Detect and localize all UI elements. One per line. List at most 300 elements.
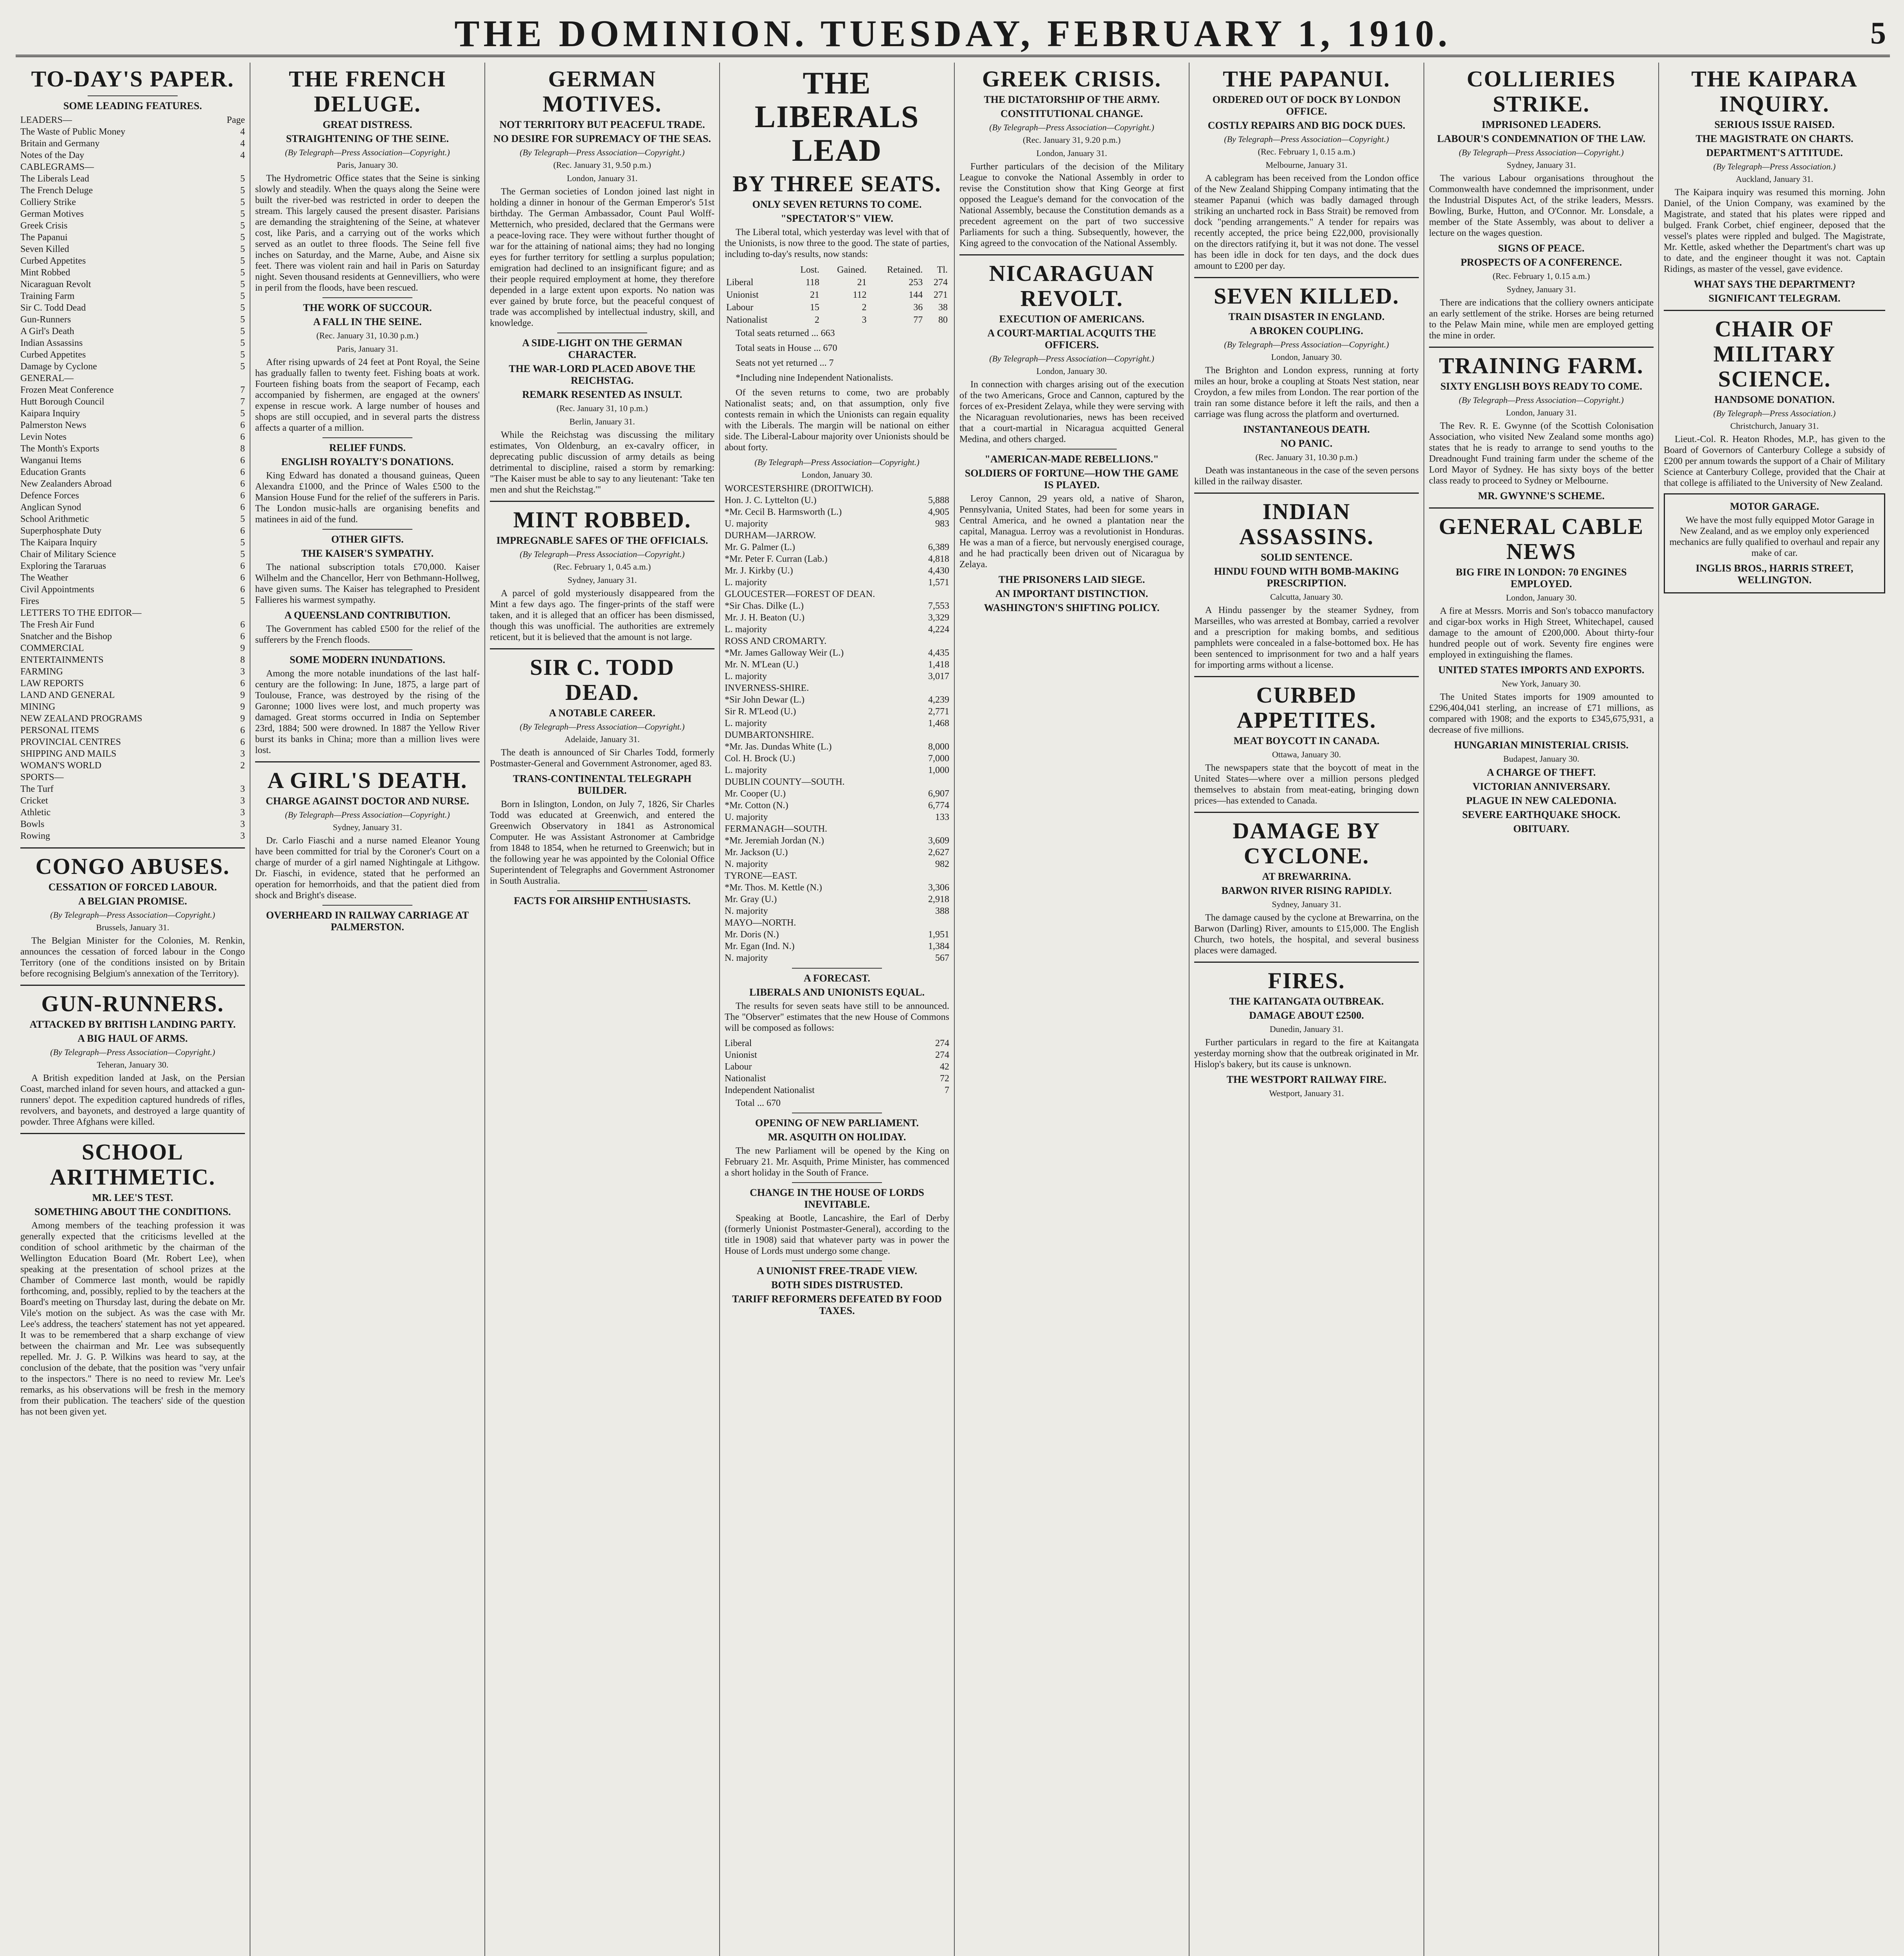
index-row-label: Notes of the Day	[20, 150, 85, 160]
result-row-label: *Mr. Jas. Dundas White (L.)	[725, 742, 832, 752]
congo-heading: CONGO ABUSES.	[35, 854, 230, 879]
index-row-label: The Kaipara Inquiry	[20, 538, 97, 548]
result-row-value: 1,951	[928, 929, 949, 940]
result-row-label: Mr. Jackson (U.)	[725, 847, 788, 858]
result-row-label: Mr. Doris (N.)	[725, 929, 779, 940]
index-row-label: The Papanui	[20, 232, 68, 243]
seven-killed-heading: SEVEN KILLED.	[1213, 283, 1400, 309]
result-row	[725, 882, 949, 894]
index-row-label: ENTERTAINMENTS	[20, 655, 104, 665]
index-row-label: Defence Forces	[20, 491, 79, 501]
seven-body: The Brighton and London express, running at forty miles an hour, broke a coupling at Stoats Nest station, near Croydon, a few miles from London. The rear portion of the train ran some distance before it left the rails, and then a carriage was flung across the platform and overturned.	[1194, 365, 1419, 419]
index-row-label: SHIPPING AND MAILS	[20, 749, 117, 759]
party-table-header: Lost.	[800, 265, 820, 275]
french-byline: (By Telegraph—Press Association—Copyright.)	[285, 147, 450, 157]
result-row-label: Mr. J. H. Beaton (U.)	[725, 613, 804, 623]
result-row	[725, 483, 949, 494]
index-row-label: SPORTS—	[20, 772, 64, 782]
index-row-label: Exploring the Tararuas	[20, 561, 106, 571]
curbed-body: The newspapers state that the boycott of meat in the United States—where over a million persons pledged themselves to abstain from meat-eating, bringing down prices—has extended to Canada.	[1194, 763, 1419, 806]
index-row	[20, 513, 245, 525]
result-row-value: 133	[935, 812, 949, 822]
congo-byline: (By Telegraph—Press Association—Copyright.)	[50, 910, 215, 920]
index-row-value: 5	[240, 549, 245, 559]
greek-date: (Rec. January 31, 9.20 p.m.)	[1023, 135, 1121, 145]
column-8	[1659, 63, 1890, 1956]
index-row	[20, 396, 245, 408]
index-row-value: 5	[240, 185, 245, 196]
sidelight-heading: A SIDE-LIGHT ON THE GERMAN CHARACTER.	[522, 337, 682, 360]
index-row	[20, 325, 245, 337]
indian-sub: SOLID SENTENCE.	[1260, 552, 1353, 563]
todays-paper-heading: TO-DAY'S PAPER.	[31, 66, 234, 92]
index-row-value: 5	[240, 596, 245, 606]
papanui-body: A cablegram has been received from the London office of the New Zealand Shipping Company intimating that the steamer Papanui (which was badly damaged through striking an uncharted rock in Bass Strait) be removed from dock "pending arrangements." A tender for repairs was recently accepted, the price being £22,000, provisionally on the directors ratifying it, but it was not done. The vessel has been idle in dock for ten days, and the dock dues amount to £200 per day.	[1194, 173, 1419, 271]
result-row-label: L. majority	[725, 765, 767, 775]
papanui-heading: THE PAPANUI.	[1223, 66, 1390, 92]
index-row-value: 5	[240, 209, 245, 219]
telegraph-builder-body: Born in Islington, London, on July 7, 1826, Sir Charles Todd was educated at Greenwich, and entered the Greenwich Observatory in 1841 as Astronomical Computer. He was Assistant Astronomer at Cambridge from 1848 to 1854, when he returned to Greenwich; but in the following year he was appointed by the Colonial Office Superintendent of Telegraphs and Government Astronomer in South Australia.	[490, 799, 714, 886]
result-row	[725, 659, 949, 671]
forecast-body: The results for seven seats have still to be announced. The "Observer" estimates that the new House of Commons will be composed as follows:	[725, 1001, 949, 1033]
index-row-value: 8	[240, 444, 245, 454]
peace-dateline: Sydney, January 31.	[1506, 284, 1576, 294]
not-returned: Seats not yet returned ... 7	[736, 358, 834, 368]
result-row-label: L. majority	[725, 577, 767, 588]
index-row-value: 6	[240, 526, 245, 536]
party-row	[725, 276, 949, 289]
hungarian-dateline: Budapest, January 30.	[1503, 754, 1580, 764]
index-row-label: Levin Notes	[20, 432, 67, 442]
index-row-value: 3	[240, 819, 245, 829]
result-row-value: 4,430	[928, 566, 949, 576]
index-row-label: LEADERS—	[20, 115, 72, 125]
us-trade-heading: UNITED STATES IMPORTS AND EXPORTS.	[1438, 664, 1645, 676]
index-row	[20, 502, 245, 513]
result-row-value: 4,224	[928, 624, 949, 635]
result-row	[725, 553, 949, 565]
index-row	[20, 783, 245, 795]
result-row-label: *Mr. Cecil B. Harmsworth (L.)	[725, 507, 842, 517]
victorian-heading: VICTORIAN ANNIVERSARY.	[1472, 781, 1610, 792]
todd-body: The death is announced of Sir Charles Todd, formerly Postmaster-General and Government Astronomer, aged 83.	[490, 748, 714, 769]
index-row-label: Wanganui Items	[20, 455, 82, 466]
liberals-intro: The Liberal total, which yesterday was level with that of the Unionists, is now three to the good. The state of parties, including to-day's results, now stands:	[725, 227, 949, 259]
index-row-value: 6	[240, 479, 245, 489]
result-row-label: *Mr. James Galloway Weir (L.)	[725, 648, 844, 658]
result-row	[725, 588, 949, 600]
party-cell: 15	[810, 302, 820, 313]
hungarian-heading: HUNGARIAN MINISTERIAL CRISIS.	[1454, 739, 1629, 751]
liberals-lead-heading: THE LIBERALS LEAD	[754, 66, 920, 168]
index-row-label: The Waste of Public Money	[20, 127, 126, 137]
result-row	[725, 717, 949, 729]
result-row-label: N. majority	[725, 953, 768, 963]
result-row	[725, 612, 949, 624]
soldiers-sub: SOLDIERS OF FORTUNE—HOW THE GAME IS PLAYED.	[965, 467, 1179, 491]
cable-body: A fire at Messrs. Morris and Son's tobacco manufactory and cigar-box works in High Street, Whitechapel, caused damage to the amount of £200,000. About thirty-four hundred people out of work. Seventy fire engines were employed in extinguishing the flames.	[1429, 606, 1654, 660]
peace-body: There are indications that the colliery owners anticipate an early settlement of the strike. Horses are being returned to the Pelaw Main mine, while men are employed getting the mine in order.	[1429, 298, 1654, 341]
result-row-label: U. majority	[725, 519, 768, 529]
index-row-label: CABLEGRAMS—	[20, 162, 94, 172]
result-row-value	[934, 729, 949, 741]
liberals-body: Of the seven returns to come, two are probably Nationalist seats; and, on that assumption, only five contests remain in which the Unionists can regain equality with the Liberals. The margin will be national on either side. The Liberal-Labour majority over Unionists should be about forty.	[725, 388, 949, 453]
result-row	[725, 858, 949, 870]
todd-byline: (By Telegraph—Press Association—Copyright.)	[520, 722, 685, 732]
index-row	[20, 478, 245, 490]
nic-sub2: A COURT-MARTIAL ACQUITS THE OFFICERS.	[987, 327, 1156, 351]
gun-sub: ATTACKED BY BRITISH LANDING PARTY.	[29, 1019, 236, 1030]
cable-sub: BIG FIRE IN LONDON: 70 ENGINES EMPLOYED.	[1456, 566, 1627, 590]
mint-dateline: Sydney, January 31.	[567, 575, 637, 585]
mint-body: A parcel of gold mysteriously disappeared from the Mint a few days ago. The finger-prints of the staff were taken, and it is alleged that an officer has been dismissed, though this was unofficial. The authorities are extremely reticent, but it is believed that the amount is not large.	[490, 588, 714, 642]
succour-body: After rising upwards of 24 feet at Pont Royal, the Seine has gradually fallen to twenty feet. Fishing boats at work. Fourteen fishing boats from the seaport of Fecamp, each accompanied by fishermen, are engaged at the owners' expense in rescue work. A large number of houses and shops are still occupied, and in several parts the distress affects a quarter of a million.	[255, 357, 480, 433]
index-row	[20, 666, 245, 678]
results-dateline: London, January 30.	[801, 470, 873, 480]
result-row-label: *Mr. Jeremiah Jordan (N.)	[725, 836, 824, 846]
military-science-heading: CHAIR OF MILITARY SCIENCE.	[1713, 316, 1836, 392]
index-row-value	[229, 607, 245, 619]
index-row-value: 5	[240, 256, 245, 266]
cyclone-heading: DAMAGE BY CYCLONE.	[1233, 818, 1380, 868]
column-3	[485, 63, 720, 1956]
index-row-value: 6	[240, 502, 245, 512]
index-row-value: 5	[240, 315, 245, 325]
index-row-value	[229, 372, 245, 384]
congo-dateline: Brussels, January 31.	[96, 922, 169, 932]
result-row-label: ROSS AND CROMARTY.	[725, 636, 827, 646]
result-row-value	[934, 588, 949, 600]
index-row-label: Gun-Runners	[20, 315, 71, 325]
index-row-value: 7	[240, 397, 245, 407]
nic-sub: EXECUTION OF AMERICANS.	[999, 313, 1145, 325]
index-row-label: Rowing	[20, 831, 50, 841]
forecast-row	[725, 1049, 949, 1061]
index-row-value: 6	[240, 491, 245, 501]
index-row	[20, 114, 245, 126]
index-row-value: 6	[240, 631, 245, 642]
forecast-table	[725, 1037, 949, 1096]
index-row-value: 6	[240, 561, 245, 571]
girls-death-heading: A GIRL'S DEATH.	[267, 768, 468, 793]
result-row-label: MAYO—NORTH.	[725, 918, 796, 928]
german-byline: (By Telegraph—Press Association—Copyright.)	[520, 147, 685, 157]
result-row	[725, 800, 949, 811]
result-row	[725, 494, 949, 506]
party-cell: 21	[810, 290, 820, 300]
result-row	[725, 506, 949, 518]
seven-sub2: A BROKEN COUPLING.	[1250, 325, 1363, 336]
forecast-row-label: Liberal	[725, 1038, 752, 1048]
collieries-body: The various Labour organisations throughout the Commonwealth have condemned the imprisonment, under the Industrial Disputes Act, of the strike leaders, Messrs. Bowling, Burke, Hutton, and O'Connor. Mr. Lonsdale, a member of the State Assembly, was about to deliver a lecture on the wages question.	[1429, 173, 1654, 238]
result-row-label: Col. H. Brock (U.)	[725, 753, 795, 764]
kaipara-byline: (By Telegraph—Press Association.)	[1713, 162, 1836, 171]
succour-sub: A FALL IN THE SEINE.	[313, 316, 422, 327]
chair-dateline: Christchurch, January 31.	[1730, 421, 1819, 431]
page-number: 5	[1870, 16, 1886, 50]
kaiser-body: The national subscription totals £70,000. Kaiser Wilhelm and the Chancellor, Herr von Bethmann-Hollweg, have given sums. The Kaiser has telegraphed to President Fallieres his warmest sympathy.	[255, 562, 480, 605]
result-row	[725, 671, 949, 682]
index-row-value: 5	[240, 268, 245, 278]
result-row	[725, 741, 949, 753]
index-row-value: Page	[227, 115, 245, 125]
result-row-label: Mr. Cooper (U.)	[725, 789, 786, 799]
fires-body: Further particulars in regard to the fire at Kaitangata yesterday morning show that the outbreak originated in Mr. Hislop's bakery, but its cause is unknown.	[1194, 1037, 1419, 1070]
party-cell: 144	[909, 290, 923, 300]
opening-sub: MR. ASQUITH ON HOLIDAY.	[768, 1131, 906, 1143]
todd-heading: SIR C. TODD DEAD.	[530, 654, 675, 705]
index-row-label: Fires	[20, 596, 39, 606]
earthquake-heading: SEVERE EARTHQUAKE SHOCK.	[1462, 809, 1621, 820]
general-cable-news-heading: GENERAL CABLE NEWS	[1439, 514, 1644, 564]
party-cell: 271	[934, 290, 948, 300]
result-row	[725, 905, 949, 917]
result-row-label: DUMBARTONSHIRE.	[725, 730, 814, 740]
motor-garage-body: We have the most fully equipped Motor Garage in New Zealand, and as we employ only experienced mechanics are fully qualified to overhaul and repair any make of car.	[1669, 515, 1880, 558]
index-row-label: Curbed Appetites	[20, 350, 86, 360]
index-row-label: Kaipara Inquiry	[20, 408, 80, 419]
index-row-value: 3	[240, 796, 245, 806]
index-row	[20, 572, 245, 584]
farm-sub: SIXTY ENGLISH BOYS READY TO COME.	[1440, 381, 1642, 392]
index-row-label: The Month's Exports	[20, 444, 99, 454]
index-row	[20, 595, 245, 607]
index-row	[20, 631, 245, 642]
forecast-row-value: 274	[935, 1050, 949, 1060]
mint-robbed-heading: MINT ROBBED.	[513, 507, 691, 532]
index-row	[20, 361, 245, 372]
chair-sub: HANDSOME DONATION.	[1714, 394, 1835, 405]
index-row-label: GENERAL—	[20, 373, 74, 383]
result-row	[725, 847, 949, 858]
fires-sub: THE KAITANGATA OUTBREAK.	[1229, 996, 1384, 1007]
index-row	[20, 408, 245, 419]
index-row-label: German Motives	[20, 209, 84, 219]
index-row	[20, 173, 245, 185]
index-row	[20, 619, 245, 631]
result-row-value	[934, 530, 949, 541]
girl-body: Dr. Carlo Fiaschi and a nurse named Eleanor Young have been committed for trial by the Coroner's Court on a charge of murder of a girl named Nightingale at Lithgow. Dr. Fiaschi, in evidence, stated that he performed an operation for hemorrhoids, and that the patient died from shock and Bright's disease.	[255, 836, 480, 901]
party-cell: 2	[815, 315, 820, 325]
party-cell: 21	[857, 277, 867, 288]
result-row	[725, 565, 949, 577]
result-row-value	[934, 682, 949, 694]
indian-dateline: Calcutta, January 30.	[1270, 592, 1343, 602]
result-row-value: 6,907	[928, 789, 949, 799]
cyclone-sub2: BARWON RIVER RISING RAPIDLY.	[1221, 885, 1392, 896]
newspaper-title: THE DOMINION. TUESDAY, FEBRUARY 1, 1910.	[454, 13, 1451, 54]
party-row	[725, 314, 949, 326]
german-motives-heading: GERMAN MOTIVES.	[542, 66, 662, 117]
party-cell: 77	[913, 315, 923, 325]
curbed-sub: MEAT BOYCOTT IN CANADA.	[1233, 735, 1380, 746]
index-row-label: Superphosphate Duty	[20, 526, 102, 536]
index-row	[20, 384, 245, 396]
result-row	[725, 811, 949, 823]
result-row-label: *Sir John Dewar (L.)	[725, 695, 804, 705]
result-row	[725, 940, 949, 952]
greek-body: Further particulars of the decision of the Military League to convoke the National Assembly in order to revise the Constitution show that King George at first opposed the League's demand for the convocation of the National Assembly, because the Constitution demands as a precedent agreement on the part of two successive Parliaments for such a thing. Subsequently, however, the King agreed to the convocation of the National Assembly.	[959, 162, 1184, 248]
index-row-value: 5	[240, 174, 245, 184]
index-row-label: Mint Robbed	[20, 268, 70, 278]
result-row-value: 6,774	[928, 800, 949, 811]
railway-carriage-heading: OVERHEARD IN RAILWAY CARRIAGE AT PALMERSTON.	[266, 910, 469, 933]
index-row-label: Snatcher and the Bishop	[20, 631, 112, 642]
party-cell: 274	[934, 277, 948, 288]
result-row	[725, 952, 949, 964]
collieries-byline: (By Telegraph—Press Association—Copyright.)	[1459, 147, 1624, 157]
result-row-value: 5,888	[928, 495, 949, 505]
index-row-label: Frozen Meat Conference	[20, 385, 114, 395]
result-row-value: 1,468	[928, 718, 949, 728]
mint-sub: IMPREGNABLE SAFES OF THE OFFICIALS.	[496, 535, 708, 546]
party-cell: 80	[938, 315, 948, 325]
election-results	[725, 483, 949, 964]
result-row	[725, 624, 949, 635]
index-row-value: 6	[240, 620, 245, 630]
result-row-label: INVERNESS-SHIRE.	[725, 683, 809, 693]
index-row-value: 5	[240, 326, 245, 336]
index-row	[20, 818, 245, 830]
column-6	[1190, 63, 1424, 1956]
result-row-label: L. majority	[725, 718, 767, 728]
index-row-value: 3	[240, 784, 245, 794]
result-row	[725, 753, 949, 764]
congo-body: The Belgian Minister for the Colonies, M. Renkin, announces the cessation of forced labour in the Congo Territory (one of the conditions insisted on by Britain before recognising Belgium's annexation of the Territory).	[20, 936, 245, 979]
german-sub2: NO DESIRE FOR SUPREMACY OF THE SEAS.	[493, 133, 711, 144]
result-row-label: FERMANAGH—SOUTH.	[725, 824, 828, 834]
french-sub: GREAT DISTRESS.	[322, 119, 412, 130]
kaiser-sub: THE KAISER'S SYMPATHY.	[301, 548, 434, 559]
party-cell: Labour	[726, 302, 754, 313]
result-row-value: 3,329	[928, 613, 949, 623]
index-row	[20, 584, 245, 595]
index-row-value: 6	[240, 584, 245, 595]
index-row-value: 5	[240, 244, 245, 254]
index-row-label: LETTERS TO THE EDITOR—	[20, 608, 142, 618]
kaipara-body: The Kaipara inquiry was resumed this morning. John Daniel, of the Union Company, was examined by the Magistrate, and stated that his plates were ripped and bulged. Frank Corbet, chief engineer, deposed that the vessel's plates were rippled and bulged. The Magistrate, Mr. Kettle, asked whether the Department's chart was up to date, and the engineer thought it was not. Captain Ridings, as master of the vessel, gave evidence.	[1664, 187, 1885, 274]
girl-sub: CHARGE AGAINST DOCTOR AND NURSE.	[266, 795, 469, 807]
nicaraguan-revolt-heading: NICARAGUAN REVOLT.	[989, 261, 1155, 311]
greek-sub: THE DICTATORSHIP OF THE ARMY.	[984, 94, 1160, 105]
qld-sub: A QUEENSLAND CONTRIBUTION.	[284, 609, 451, 621]
fires-dateline: Dunedin, January 31.	[1269, 1024, 1344, 1034]
result-row-value: 7,553	[928, 601, 949, 611]
index-row-label: Cricket	[20, 796, 48, 806]
greek-sub2: CONSTITUTIONAL CHANGE.	[1000, 108, 1143, 119]
index-row-value: 3	[240, 749, 245, 759]
result-row-value: 4,905	[928, 507, 949, 517]
party-table-header	[725, 264, 789, 276]
party-cell: 3	[862, 315, 867, 325]
total-returned: Total seats returned ... 663	[736, 328, 835, 338]
index-row	[20, 243, 245, 255]
papanui-date: (Rec. February 1, 0.15 a.m.)	[1258, 147, 1355, 156]
result-row-value: 982	[935, 859, 949, 869]
result-row-label: Sir R. M'Leod (U.)	[725, 707, 796, 717]
result-row-value: 1,000	[928, 765, 949, 775]
result-row-label: N. majority	[725, 906, 768, 916]
index-row-label: Nicaraguan Revolt	[20, 279, 91, 289]
index-row	[20, 138, 245, 149]
motor-garage-signature: INGLIS BROS., HARRIS STREET, WELLINGTON.	[1695, 563, 1854, 586]
index-row-value	[229, 161, 245, 173]
papanui-byline: (By Telegraph—Press Association—Copyright.)	[1224, 134, 1389, 144]
index-row	[20, 795, 245, 807]
peace-heading: SIGNS OF PEACE.	[1498, 243, 1585, 254]
party-cell: 253	[909, 277, 923, 288]
school-sub2: SOMETHING ABOUT THE CONDITIONS.	[34, 1206, 231, 1217]
party-cell: Nationalist	[726, 315, 768, 325]
chair-byline: (By Telegraph—Press Association.)	[1713, 408, 1836, 418]
result-row	[725, 682, 949, 694]
index-row-value	[229, 771, 245, 783]
result-row	[725, 694, 949, 706]
todd-sub: A NOTABLE CAREER.	[549, 707, 655, 719]
collieries-dateline: Sydney, January 31.	[1506, 160, 1576, 170]
index-row-label: Education Grants	[20, 467, 86, 477]
index-row	[20, 654, 245, 666]
result-row-label: L. majority	[725, 624, 767, 635]
cable-dateline: London, January 30.	[1506, 593, 1577, 602]
index-row	[20, 725, 245, 736]
index-row-label: Hutt Borough Council	[20, 397, 104, 407]
prisoners-heading: THE PRISONERS LAID SIEGE.	[998, 574, 1145, 585]
index-row-value: 5	[240, 279, 245, 289]
theft-heading: A CHARGE OF THEFT.	[1486, 767, 1596, 778]
result-row-value: 2,627	[928, 847, 949, 858]
index-row	[20, 607, 245, 619]
index-row-label: Athletic	[20, 807, 51, 818]
index-row-label: Britain and Germany	[20, 138, 100, 149]
party-state-table	[725, 264, 949, 326]
index-row-label: The Turf	[20, 784, 54, 794]
forecast-row	[725, 1073, 949, 1084]
index-row	[20, 290, 245, 302]
lords-change-body: Speaking at Bootle, Lancashire, the Earl of Derby (formerly Unionist Postmaster-General), according to the title in 1908) said that whatever party was in power the House of Lords must undergo some change.	[725, 1213, 949, 1256]
index-row-label: Curbed Appetites	[20, 256, 86, 266]
index-row	[20, 807, 245, 818]
indian-assassins-heading: INDIAN ASSASSINS.	[1239, 499, 1374, 549]
index-row-label: Sir C. Todd Dead	[20, 303, 86, 313]
index-row-label: A Girl's Death	[20, 326, 74, 336]
index-row	[20, 455, 245, 466]
result-row-value: 1,418	[928, 660, 949, 670]
index-row-label: NEW ZEALAND PROGRAMS	[20, 714, 142, 724]
distinction-heading: AN IMPORTANT DISTINCTION.	[995, 588, 1148, 599]
gun-dateline: Teheran, January 30.	[97, 1060, 169, 1070]
index-row-value: 6	[240, 573, 245, 583]
index-row-value: 6	[240, 432, 245, 442]
result-row-value: 6,389	[928, 542, 949, 552]
school-sub: MR. LEE'S TEST.	[92, 1192, 173, 1203]
index-row-value: 5	[240, 197, 245, 207]
contents-index	[20, 114, 245, 842]
index-row-value: 5	[240, 338, 245, 348]
result-row	[725, 577, 949, 588]
sidelight-body: While the Reichstag was discussing the military estimates, Von Oldenburg, an ex-cavalry officer, in deprecating public discussion of army details as being detrimental to discipline, raised a storm by remarking: "The Kaiser must be able to say to any lieutenant: 'Take ten men and shut the Reichstag.'"	[490, 430, 714, 495]
result-row-label: Mr. G. Palmer (L.)	[725, 542, 795, 552]
us-dateline: New York, January 30.	[1502, 679, 1581, 689]
greek-byline: (By Telegraph—Press Association—Copyright.)	[989, 122, 1154, 132]
kaipara-sub3: DEPARTMENT'S ATTITUDE.	[1706, 147, 1843, 158]
result-row-label: GLOUCESTER—FOREST OF DEAN.	[725, 589, 875, 599]
index-row-value: 9	[240, 702, 245, 712]
farm-byline: (By Telegraph—Press Association—Copyright.)	[1459, 395, 1624, 405]
party-table-header: Tl.	[937, 265, 948, 275]
result-row-label: *Mr. Peter F. Curran (Lab.)	[725, 554, 828, 564]
index-row-value: 5	[240, 232, 245, 243]
